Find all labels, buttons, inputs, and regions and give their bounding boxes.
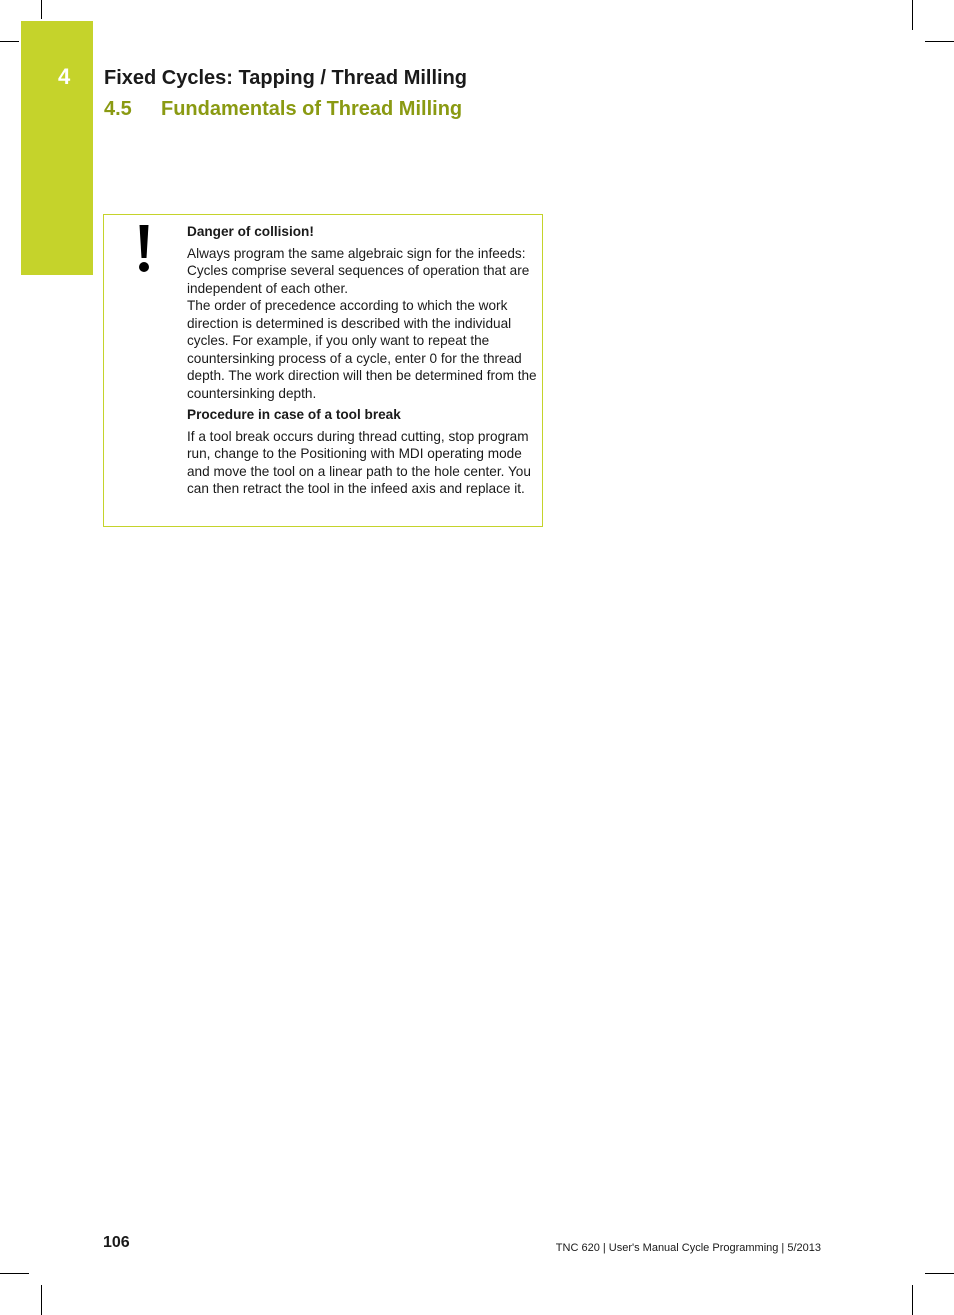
note-heading-collision: Danger of collision!: [187, 224, 314, 239]
chapter-number: 4: [58, 64, 71, 89]
crop-mark: [912, 0, 913, 30]
section-number: 4.5: [104, 98, 132, 120]
note-heading-tool-break: Procedure in case of a tool break: [187, 407, 401, 422]
warning-note-box: [103, 214, 543, 527]
section-title: [104, 98, 462, 121]
crop-mark: [925, 1273, 954, 1274]
crop-mark: [41, 1285, 42, 1315]
page-number: 106: [103, 1234, 130, 1251]
crop-mark: [0, 41, 19, 42]
chapter-tab: [21, 21, 93, 275]
exclamation-icon: [137, 225, 151, 273]
chapter-title: Fixed Cycles: Tapping / Thread Milling: [104, 67, 468, 89]
section-title-text: Fundamentals of Thread Milling: [161, 98, 463, 120]
crop-mark: [0, 1273, 29, 1274]
crop-mark: [925, 41, 954, 42]
crop-mark: [912, 1285, 913, 1315]
crop-mark: [41, 0, 42, 19]
footer-text: TNC 620 | User's Manual Cycle Programming | 5/2013: [555, 1242, 821, 1254]
note-content: [187, 223, 537, 498]
note-paragraph: Always program the same algebraic sign for the infeeds: Cycles comprise several sequences of operation that are independent of each other.: [187, 245, 530, 296]
note-paragraph: The order of precedence according to which the work direction is determined is described with the individual cycles. For example, if you only want to repeat the countersinking process of a cycle, enter 0 for the thread depth. The work direction will then be determined from the countersinking depth.: [187, 298, 537, 401]
note-paragraph: If a tool break occurs during thread cutting, stop program run, change to the Positioning with MDI operating mode and move the tool on a linear path to the hole center. You can then retract the tool in the infeed axis and replace it.: [187, 428, 531, 496]
